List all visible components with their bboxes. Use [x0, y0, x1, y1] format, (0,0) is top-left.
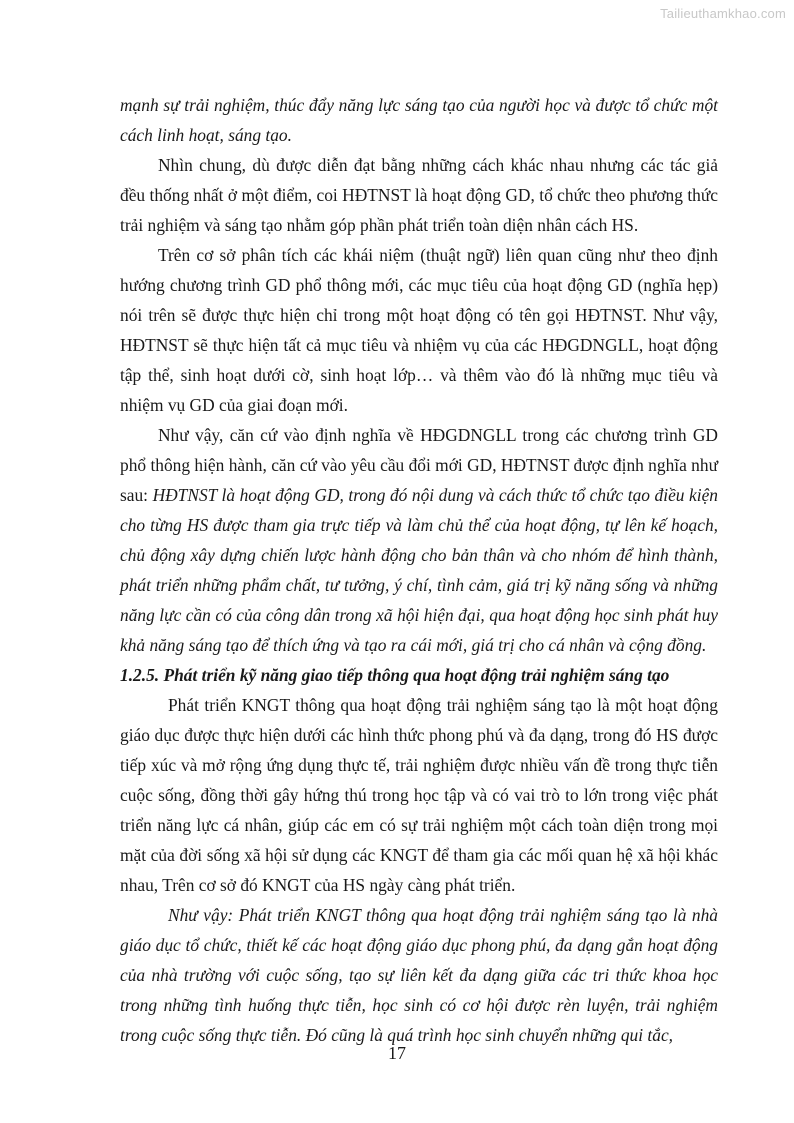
definition-text: HĐTNST là hoạt động GD, trong đó nội dung và cách thức tổ chức tạo điều kiện cho từng HS được tham gia trực tiếp và làm chủ thể của hoạt động, tự lên kế hoạch, chủ động xây dựng chiến lược hành động cho bản thân và cho nhóm để hình thành, phát triển những phẩm chất, tư tưởng, ý chí, tình cảm, giá trị kỹ năng sống và những năng lực cần có của công dân trong xã hội hiện đại, qua hoạt động học sinh phát huy khả năng sáng tạo để thích ứng và tạo ra cái mới, giá trị cho cá nhân và cộng đồng. [120, 485, 718, 655]
watermark-text: Tailieuthamkhao.com [660, 6, 786, 21]
paragraph-kngt-development: Phát triển KNGT thông qua hoạt động trải nghiệm sáng tạo là một hoạt động giáo dục được thực hiện dưới các hình thức phong phú và đa dạng, trong đó HS được tiếp xúc và mở rộng ứng dụng thực tế, trải nghiệm được nhiều vấn đề trong thực tiễn cuộc sống, đồng thời gây hứng thú trong học tập và có vai trò to lớn trong việc phát triển năng lực cá nhân, giúp các em có sự trải nghiệm một cách toàn diện trong mọi mặt của đời sống xã hội sử dụng các KNGT để tham gia các mối quan hệ xã hội khác nhau, Trên cơ sở đó KNGT của HS ngày càng phát triển. [120, 695, 718, 895]
page-number: 17 [388, 1043, 406, 1063]
paragraph-definition [120, 420, 718, 660]
paragraph-continuation: mạnh sự trải nghiệm, thúc đẩy năng lực sáng tạo của người học và được tổ chức một cách linh hoạt, sáng tạo. [120, 95, 718, 145]
section-heading: 1.2.5. Phát triển kỹ năng giao tiếp thông qua hoạt động trải nghiệm sáng tạo [120, 665, 670, 685]
page-body [120, 90, 718, 1050]
paragraph-summary: Nhìn chung, dù được diễn đạt bằng những cách khác nhau nhưng các tác giả đều thống nhất ở một điểm, coi HĐTNST là hoạt động GD, tổ chức theo phương thức trải nghiệm và sáng tạo nhằm góp phần phát triển toàn diện nhân cách HS. [120, 155, 718, 235]
paragraph-kngt-conclusion: Như vậy: Phát triển KNGT thông qua hoạt động trải nghiệm sáng tạo là nhà giáo dục tổ chức, thiết kế các hoạt động giáo dục phong phú, đa dạng gắn hoạt động của nhà trường với cuộc sống, tạo sự liên kết đa dạng giữa các tri thức khoa học trong những tình huống thực tiễn, học sinh có cơ hội được rèn luyện, trải nghiệm trong cuộc sống thực tiễn. Đó cũng là quá trình học sinh chuyển những qui tắc, [120, 905, 718, 1045]
definition-intro: Như vậy, căn cứ vào định nghĩa về HĐGDNGLL trong các chương trình GD phổ thông hiện hành, căn cứ vào yêu cầu đổi mới GD, HĐTNST được định nghĩa như sau: [120, 425, 718, 505]
paragraph-analysis: Trên cơ sở phân tích các khái niệm (thuật ngữ) liên quan cũng như theo định hướng chương trình GD phổ thông mới, các mục tiêu của hoạt động GD (nghĩa hẹp) nói trên sẽ được thực hiện chỉ trong một hoạt động có tên gọi HĐTNST. Như vậy, HĐTNST sẽ thực hiện tất cả mục tiêu và nhiệm vụ của các HĐGDNGLL, hoạt động tập thể, sinh hoạt dưới cờ, sinh hoạt lớp… và thêm vào đó là những mục tiêu và nhiệm vụ GD của giai đoạn mới. [120, 245, 718, 415]
